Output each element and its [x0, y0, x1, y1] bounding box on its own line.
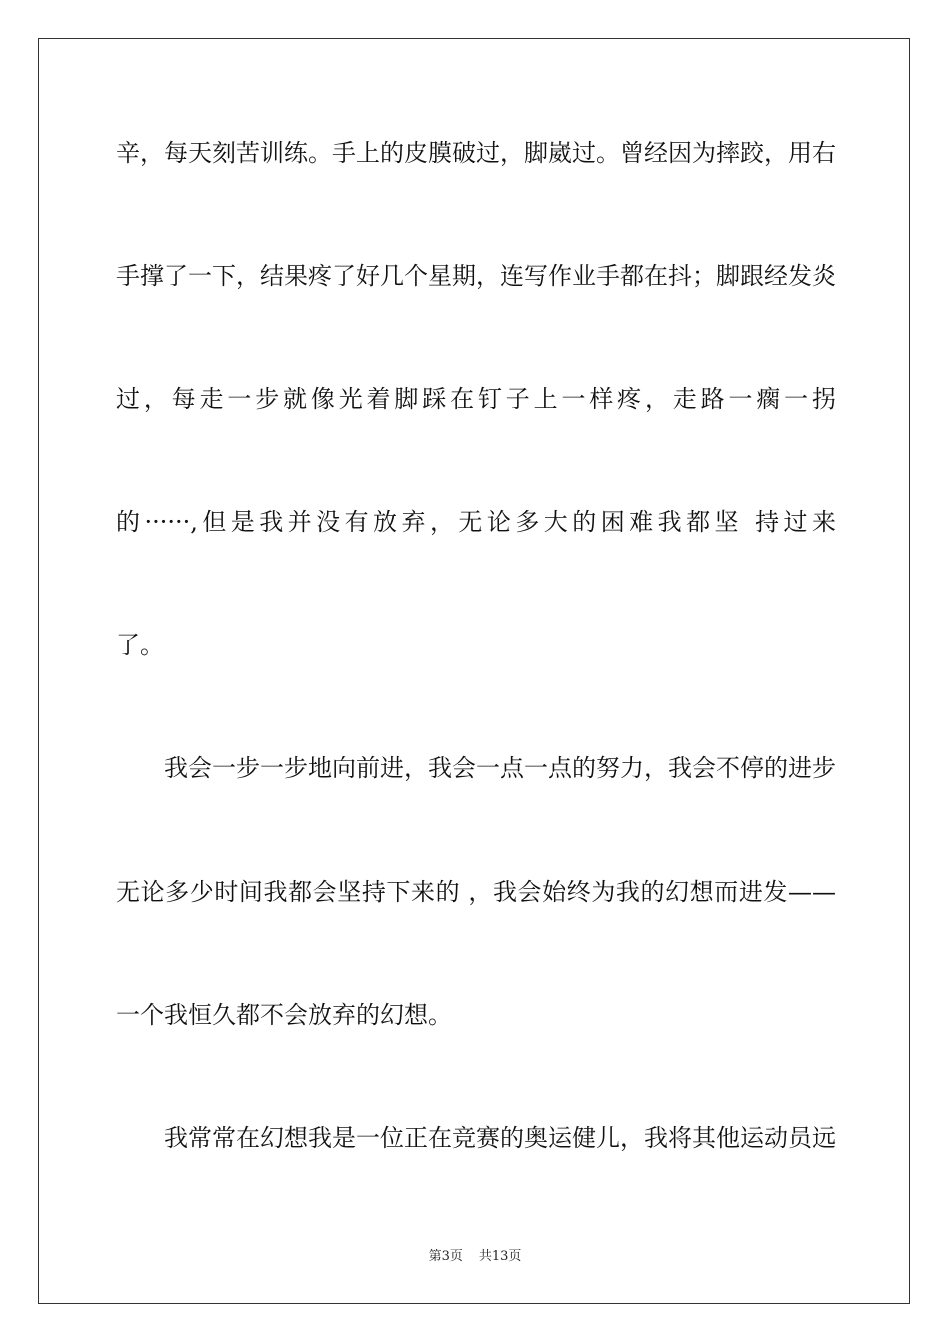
paragraph-line-3: 过，每走一步就像光着脚踩在钉子上一样疼，走路一瘸一拐 [116, 385, 836, 413]
paragraph-line-5: 了。 [116, 631, 164, 659]
paragraph-line-9: 我常常在幻想我是一位正在竞赛的奥运健儿，我将其他运动员远 [164, 1124, 836, 1152]
paragraph-line-4: 的······,但是我并没有放弃，无论多大的困难我都坚 持过来 [116, 508, 836, 536]
paragraph-line-8: 一个我恒久都不会放弃的幻想。 [116, 1001, 452, 1029]
page-border [38, 38, 910, 1304]
paragraph-line-6: 我会一步一步地向前进，我会一点一点的努力，我会不停的进步 [164, 754, 836, 782]
paragraph-line-7: 无论多少时间我都会坚持下来的 ，我会始终为我的幻想而进发—— [116, 878, 836, 906]
page-total: 共13页 [478, 1249, 522, 1264]
page-number: 第3页 [428, 1249, 463, 1264]
paragraph-line-2: 手撑了一下，结果疼了好几个星期，连写作业手都在抖；脚跟经发炎 [116, 262, 836, 290]
page-footer [0, 1248, 950, 1266]
paragraph-line-1: 辛，每天刻苦训练。手上的皮膜破过，脚崴过。曾经因为摔跤，用右 [116, 139, 836, 167]
